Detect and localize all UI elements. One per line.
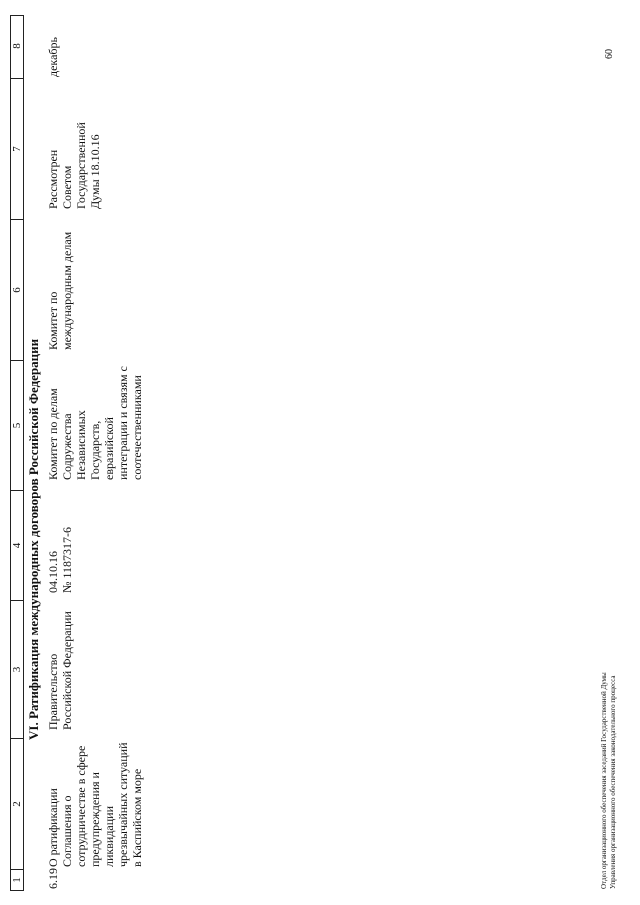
footer [600, 672, 618, 889]
registration-date: 04.10.16 [46, 551, 60, 593]
col-header-4: 4 [11, 490, 23, 600]
section-title: VI. Ратификация международных договоров Российской Федерации [26, 338, 41, 740]
committee-line: Независимых [74, 410, 88, 480]
bill-title-line: в Каспийском море [130, 768, 144, 867]
initiator [46, 611, 74, 730]
registration-number: № 1187317-6 [60, 527, 74, 593]
bill-title-line: предупреждения и [88, 772, 102, 867]
bill-title-line: сотрудничестве в сфере [74, 745, 88, 867]
bill-title-line: Соглашения о [60, 795, 74, 867]
col-header-7: 7 [11, 78, 23, 219]
page-number: 60 [604, 49, 615, 59]
col-header-2: 2 [11, 738, 23, 869]
committee-line: Содружества [60, 413, 74, 480]
column-header-row [10, 15, 24, 891]
committee-line: Комитет по делам [46, 388, 60, 480]
bill-title-line: чрезвычайных ситуаций [116, 742, 130, 867]
footer-line-1: Отдел организационного обеспечения заседаний Государственной Думы [600, 672, 608, 889]
co-executor-line: Комитет по [46, 291, 60, 350]
committee-line: интеграции и связям с [116, 366, 130, 480]
bill-title [46, 742, 144, 867]
status [46, 122, 102, 209]
bill-title-line: О ратификации [46, 788, 60, 867]
initiator-line: Правительство [46, 653, 60, 730]
row-number: 6.19 [46, 868, 60, 889]
col-header-3: 3 [11, 600, 23, 738]
status-line: Государственной [74, 122, 88, 209]
col-header-6: 6 [11, 219, 23, 360]
footer-line-2: Управления организационного обеспечения законодательного процесса [609, 675, 617, 889]
committee-line: соотечественниками [130, 375, 144, 480]
status-line: Рассмотрен [46, 149, 60, 209]
responsible-committee [46, 366, 144, 480]
col-header-8: 8 [11, 43, 23, 49]
registration [46, 527, 74, 593]
co-executor-line: международным делам [60, 231, 74, 350]
col-header-1: 1 [11, 869, 23, 890]
committee-line: евразийской [102, 417, 116, 480]
co-executor [46, 232, 74, 350]
bill-title-line: ликвидации [102, 805, 116, 867]
committee-line: Государств, [88, 420, 102, 480]
status-line: Советом [60, 165, 74, 209]
initiator-line: Российской Федерации [60, 611, 74, 730]
col-header-5: 5 [11, 360, 23, 490]
term: декабрь [46, 37, 60, 77]
status-line: Думы 18.10.16 [88, 134, 102, 209]
